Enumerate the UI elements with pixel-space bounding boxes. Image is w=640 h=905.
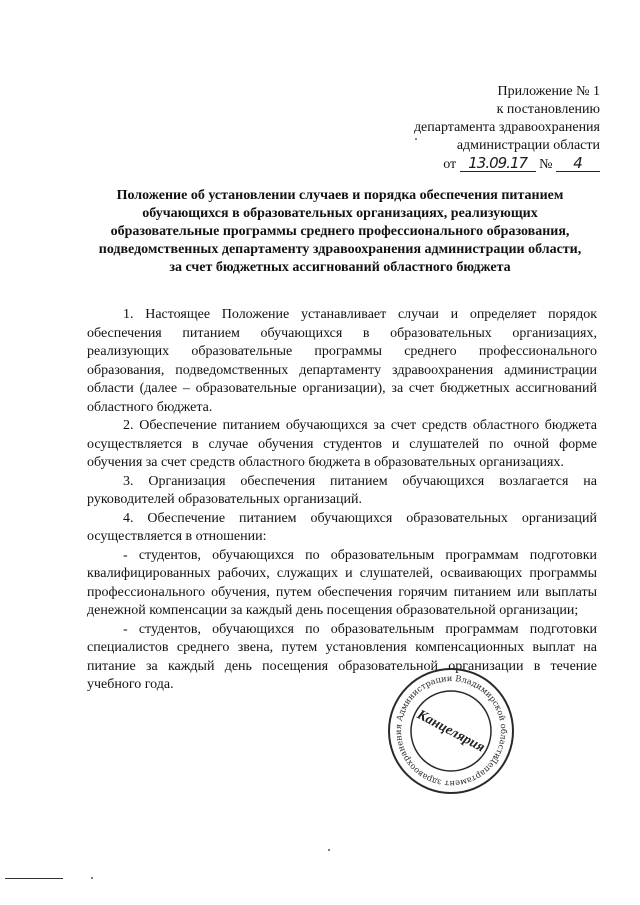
title-line-3: образовательные программы среднего профессионального образования, — [110, 224, 570, 239]
document-title — [70, 187, 610, 277]
scan-speck — [91, 877, 93, 879]
scan-speck — [415, 138, 417, 140]
office-stamp — [385, 665, 517, 797]
appendix-title: Приложение № 1 — [497, 84, 600, 99]
stamp-center-text: Канцелярия — [414, 707, 488, 756]
paragraph-1: 1. Настоящее Положение устанавливает случаи и определяет порядок обеспечения питанием обучающихся в образовательных организациях, реализующих образовательные программы среднего профессионального образования, подведомственных департаменту здравоохранения администрации области (далее – образовательные организации), за счет бюджетных ассигнований областного бюджета. — [87, 307, 597, 415]
title-line-2: обучающихся в образовательных организациях, реализующих — [142, 206, 538, 221]
appendix-line-3: департамента здравоохранения — [413, 120, 600, 135]
handwritten-date: 13.09.17 — [460, 155, 536, 172]
paragraph-4-item-1: - студентов, обучающихся по образовательным программам подготовки квалифицированных рабочих, служащих и слушателей, осваивающих программы профессионального обучения, путем обеспечения горячим питанием или выплаты денежной компенсации за каждый день посещения образовательной организации; — [87, 547, 597, 618]
appendix-line-4: администрации области — [456, 138, 600, 153]
paragraph-3: 3. Организация обеспечения питанием обучающихся возлагается на руководителей образовательных организаций. — [87, 473, 597, 507]
date-prefix: от — [443, 157, 457, 172]
paragraph-4-item-2: - студентов, обучающихся по образовательным программам подготовки специалистов среднего звена, путем установления компенсационных выплат на питание за каждый день посещения образовательной организации в течение учебного года. — [87, 621, 597, 692]
title-line-5: за счет бюджетных ассигнований областного бюджета — [169, 260, 511, 275]
title-line-1: Положение об установлении случаев и порядка обеспечения питанием — [116, 188, 564, 203]
handwritten-number: 4 — [556, 155, 600, 172]
stamp-ring-text: Департамент здравоохранения Администрации Владимирской области — [392, 672, 510, 790]
appendix-date-line — [443, 155, 600, 174]
paragraph-2: 2. Обеспечение питанием обучающихся за счет средств областного бюджета осуществляется в случае обучения студентов и слушателей по очной форме обучения за счет средств областного бюджета в образовательных организациях. — [87, 418, 597, 470]
appendix-line-2: к постановлению — [496, 102, 600, 117]
title-line-4: подведомственных департаменту здравоохранения администрации области, — [98, 242, 582, 257]
document-body — [87, 306, 597, 695]
footer-rule — [5, 878, 63, 879]
scan-speck — [328, 849, 330, 851]
number-prefix: № — [539, 157, 553, 172]
appendix-header — [414, 83, 600, 174]
paragraph-4: 4. Обеспечение питанием обучающихся образовательных организаций осуществляется в отношении: — [87, 510, 597, 544]
